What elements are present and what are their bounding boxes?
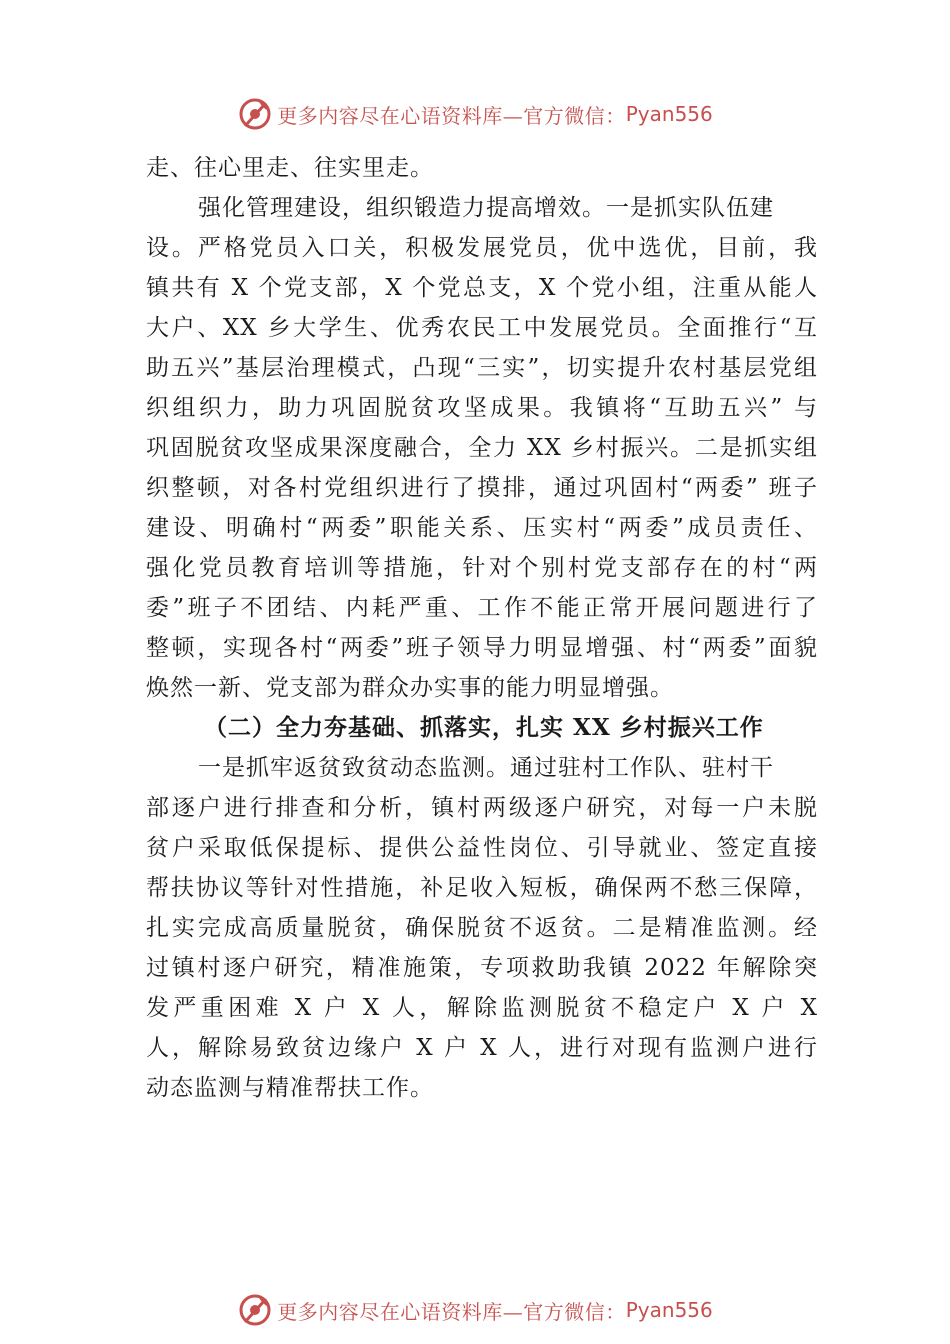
banner-text: 更多内容尽在心语资料库—官方微信： (277, 103, 626, 128)
text-line: 焕然一新、党支部为群众办实事的能力明显增强。 (146, 675, 674, 701)
document-body (146, 148, 818, 1108)
quill-seal-icon (237, 96, 273, 132)
text-line: 帮扶协议等针对性措施，补足收入短板，确保两不愁三保障， (146, 875, 818, 901)
text-line: 人，解除易致贫边缘户 X 户 X 人，进行对现有监测户进行 (146, 1035, 818, 1061)
text-line: 走、往心里走、往实里走。 (146, 155, 434, 181)
text-line: 织组织力，助力巩固脱贫攻坚成果。我镇将“互助五兴” 与 (146, 395, 818, 421)
text-line: 发严重困难 X 户 X 人，解除监测脱贫不稳定户 X 户 X (146, 995, 818, 1021)
text-line: 委”班子不团结、内耗严重、工作不能正常开展问题进行了 (146, 595, 818, 621)
text-line: 建设、明确村“两委”职能关系、压实村“两委”成员责任、 (146, 515, 818, 541)
banner-text: 更多内容尽在心语资料库—官方微信： (277, 1299, 626, 1324)
text-line: 贫户采取低保提标、提供公益性岗位、引导就业、签定直接 (146, 835, 818, 861)
text-line: 织整顿，对各村党组织进行了摸排，通过巩固村“两委” 班子 (146, 475, 818, 501)
text-line: 大户、XX 乡大学生、优秀农民工中发展党员。全面推行“互 (146, 315, 818, 341)
text-line: 部逐户进行排查和分析，镇村两级逐户研究，对每一户未脱 (146, 795, 818, 821)
text-line: 强化管理建设，组织锻造力提高增效。一是抓实队伍建 (198, 195, 774, 221)
text-line: 巩固脱贫攻坚成果深度融合，全力 XX 乡村振兴。二是抓实组 (146, 435, 818, 461)
banner-contact: Pyan556 (625, 102, 713, 126)
text-line: 动态监测与精准帮扶工作。 (146, 1075, 434, 1101)
text-line: 强化党员教育培训等措施，针对个别村党支部存在的村“两 (146, 555, 818, 581)
text-line: 整顿，实现各村“两委”班子领导力明显增强、村“两委”面貌 (146, 635, 818, 661)
text-line: 助五兴”基层治理模式，凸现“三实”，切实提升农村基层党组 (146, 355, 818, 381)
footer-banner (0, 1290, 950, 1330)
text-line: 一是抓牢返贫致贫动态监测。通过驻村工作队、驻村干 (198, 755, 774, 781)
text-line: 扎实完成高质量脱贫，确保脱贫不返贫。二是精准监测。经 (146, 915, 818, 941)
text-line: 镇共有 X 个党支部，X 个党总支，X 个党小组，注重从能人 (146, 275, 818, 301)
text-line: 过镇村逐户研究，精准施策，专项救助我镇 2022 年解除突 (146, 955, 818, 981)
banner-contact: Pyan556 (625, 1298, 713, 1322)
text-line: 设。严格党员入口关，积极发展党员，优中选优，目前，我 (146, 235, 818, 261)
quill-seal-icon (237, 1292, 273, 1328)
section-heading: （二）全力夯基础、抓落实，扎实 XX 乡村振兴工作 (204, 714, 764, 741)
header-banner (0, 94, 950, 134)
